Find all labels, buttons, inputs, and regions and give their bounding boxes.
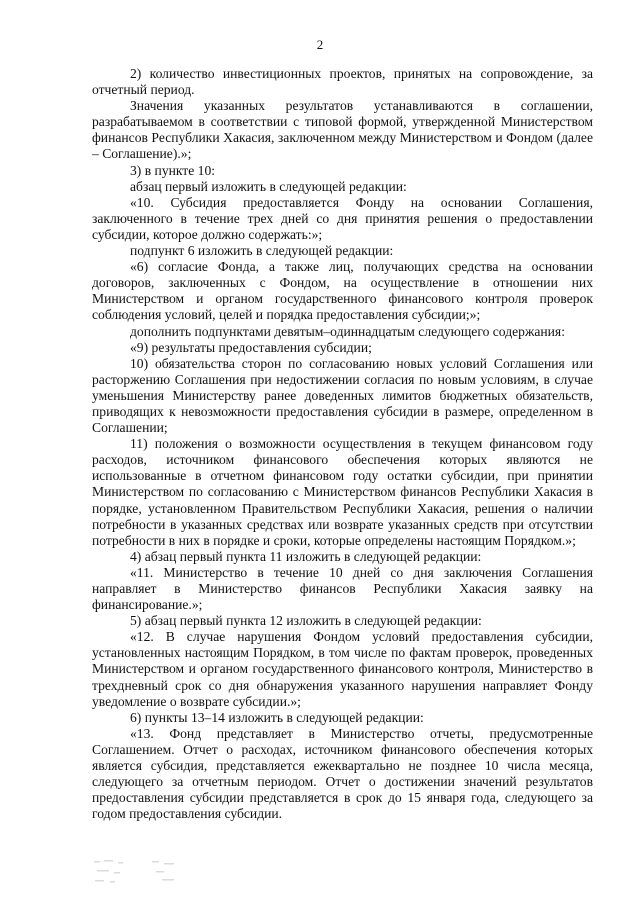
paragraph: подпункт 6 изложить в следующей редакции:: [130, 243, 394, 259]
page-number: 2: [316, 37, 324, 52]
paragraph: «6) согласие Фонда, а также лиц, получающих средства на основании договоров, заключенных с Фондом, на осуществление в отношении них Министерством и органом государственного финансового контроля проверок соблюдения условий, целей и порядка предоставления субсидии;»;: [92, 259, 593, 323]
paragraph: «13. Фонд представляет в Министерство отчеты, предусмотренные Соглашением. Отчет о расходах, источником финансового обеспечения которых является субсидия, представляется ежеквартально не позднее 10 числа месяца, следующего за отчетным периодом. Отчет о достижении значений результатов предоставления субсидии представляется в срок до 15 января года, следующего за годом предоставления субсидии.: [92, 725, 593, 822]
paragraph: «10. Субсидия предоставляется Фонду на основании Соглашения, заключенного в течение трех дней со дня принятия решения о предоставлении субсидии, которое должно содержать:»;: [92, 194, 593, 242]
document-body: [92, 66, 593, 822]
paragraph: «12. В случае нарушения Фондом условий предоставления субсидии, установленных настоящим Порядком, в том числе по фактам проверок, проведенных Министерством и органом государственного финансового контроля, Министерство в трехдневный срок со дня обнаружения указанного нарушения направляет Фонду уведомление о возврате субсидии.»;: [92, 629, 593, 709]
paragraph: 3) в пункте 10:: [130, 162, 216, 178]
paragraph: «9) результаты предоставления субсидии;: [130, 339, 372, 355]
paragraph: 11) положения о возможности осуществления в текущем финансовом году расходов, источником финансового обеспечения которых являются не использованные в отчетном финансовом году остатки субсидии, при принятии Министерством по согласованию с Министерством финансов Республики Хакасия в порядке, установленном Правительством Республики Хакасия, решения о наличии потребности в указанных средствах или возврате указанных средств при отсутствии потребности в них в порядке и сроки, которые определены настоящим Порядком.»;: [92, 436, 593, 548]
paragraph: 10) обязательства сторон по согласованию новых условий Соглашения или расторжению Соглашения при недостижении согласия по новым условиям, в случае уменьшения Министерству ранее доведенных лимитов бюджетных обязательств, приводящих к невозможности предоставления субсидии в размере, определенном в Соглашении;: [92, 355, 593, 436]
scan-artifact: [92, 858, 187, 886]
paragraph: дополнить подпунктами девятым–одиннадцатым следующего содержания:: [130, 323, 565, 339]
paragraph: Значения указанных результатов устанавливаются в соглашении, разрабатываемом в соответствии с типовой формой, утвержденной Министерством финансов Республики Хакасия, заключенном между Министерством и Фондом (далее – Соглашение).»;: [92, 98, 593, 162]
paragraph: 4) абзац первый пункта 11 изложить в следующей редакции:: [130, 548, 482, 564]
paragraph: «11. Министерство в течение 10 дней со дня заключения Соглашения направляет в Министерство финансов Республики Хакасия заявку на финансирование.»;: [92, 564, 593, 613]
paragraph: 6) пункты 13–14 изложить в следующей редакции:: [130, 709, 424, 725]
paragraph: 2) количество инвестиционных проектов, принятых на сопровождение, за отчетный период.: [92, 66, 593, 98]
paragraph: 5) абзац первый пункта 12 изложить в следующей редакции:: [130, 613, 482, 629]
paragraph: абзац первый изложить в следующей редакции:: [130, 178, 407, 194]
